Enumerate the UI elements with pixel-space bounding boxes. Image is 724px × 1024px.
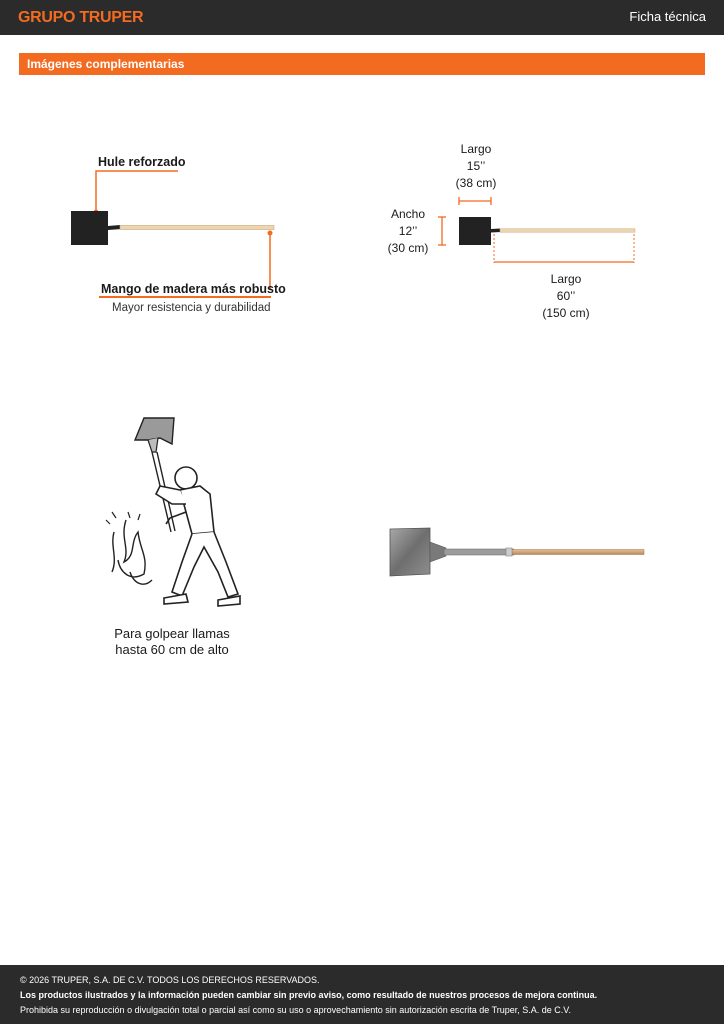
photo-shovel-blade xyxy=(390,528,430,576)
width-label: Ancho xyxy=(390,207,426,221)
person-head xyxy=(175,467,197,489)
width-text xyxy=(380,206,436,257)
total-length-in: 60’’ xyxy=(556,289,576,303)
flames-icon xyxy=(112,520,152,584)
photo-wood-handle xyxy=(512,550,644,555)
total-length-label: Largo xyxy=(550,272,582,286)
handle-sublabel: Mayor resistencia y durabilidad xyxy=(112,302,271,314)
dim-wood-handle xyxy=(500,229,635,232)
photo-metal-sleeve xyxy=(444,549,514,555)
features-diagram xyxy=(60,160,300,290)
handle-underline xyxy=(99,296,271,298)
brand-logo: GRUPO TRUPER xyxy=(18,9,144,26)
usage-line1: Para golpear llamas xyxy=(114,626,230,641)
document-type: Ficha técnica xyxy=(629,9,706,24)
section-title: Imágenes complementarias xyxy=(27,57,185,71)
width-cm: (30 cm) xyxy=(387,241,429,255)
section-header xyxy=(19,53,705,75)
dimensions-diagram xyxy=(430,190,650,270)
product-photo xyxy=(386,522,648,582)
wood-handle xyxy=(120,226,274,230)
person-torso xyxy=(180,486,214,534)
footer-copyright: © 2026 TRUPER, S.A. DE C.V. TODOS LOS DERECHOS RESERVADOS. xyxy=(20,975,320,985)
total-length-cm: (150 cm) xyxy=(542,306,590,320)
handle-label: Mango de madera más robusto xyxy=(101,282,286,296)
footer-legal: Prohibida su reproducción o divulgación total o parcial así como su uso o aprovechamiento sin autorización escrita de Truper, S.A. de C.V. xyxy=(20,1005,571,1015)
blade-length-text xyxy=(440,141,512,192)
top-bar xyxy=(0,0,724,35)
shovel-blade xyxy=(71,211,108,245)
usage-caption xyxy=(102,626,242,658)
rubber-label: Hule reforzado xyxy=(98,155,186,169)
blade-length-label: Largo xyxy=(460,142,492,156)
width-in: 12’’ xyxy=(398,224,418,238)
footer-notice: Los productos ilustrados y la información pueden cambiar sin previo aviso, como resultado de nuestros procesos de mejora continua. xyxy=(20,990,598,1000)
footer xyxy=(0,965,724,1024)
total-length-text xyxy=(528,271,604,322)
usage-illustration xyxy=(100,412,250,617)
person-legs xyxy=(172,532,238,597)
blade-length-in: 15’’ xyxy=(466,159,486,173)
handle-callout-dot xyxy=(268,231,273,236)
rubber-callout-line xyxy=(96,171,178,212)
blade-length-cm: (38 cm) xyxy=(455,176,497,190)
dim-shovel-blade xyxy=(459,217,491,245)
usage-line2: hasta 60 cm de alto xyxy=(115,642,229,657)
